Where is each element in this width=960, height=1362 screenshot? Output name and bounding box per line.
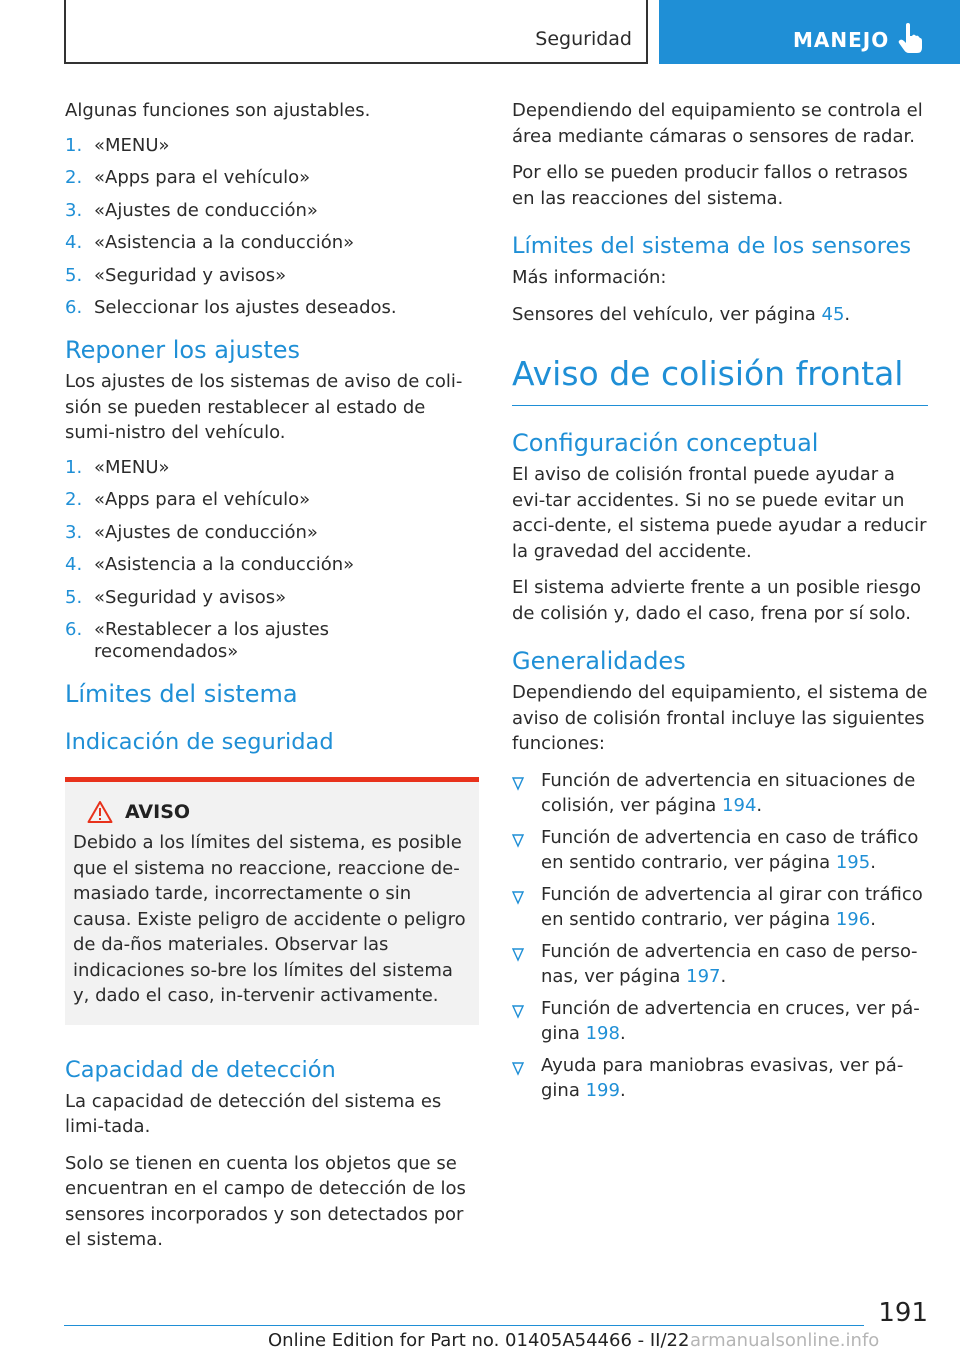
step-text: «Seguridad y avisos» [94, 586, 287, 608]
sensors-reference: Sensores del vehículo, ver página 45. [512, 303, 851, 325]
list-item [512, 882, 928, 933]
page-link-195[interactable]: 195 [835, 852, 871, 873]
list-item [65, 554, 479, 576]
list-item [65, 232, 479, 254]
steps-list-2 [65, 457, 479, 664]
main-section-title: Aviso de colisión frontal [512, 353, 928, 406]
page-link-194[interactable]: 194 [722, 795, 757, 816]
function-text: Función de advertencia en caso de tráfico en sentido contrario, ver página 195. [541, 826, 919, 873]
triangle-bullet-icon [512, 768, 541, 819]
triangle-bullet-icon [512, 825, 541, 876]
step-number: 4. [65, 232, 83, 253]
hand-pointer-icon [897, 22, 923, 54]
function-label: Función de advertencia en caso de tráfico en sentido contrario, ver página [541, 826, 919, 873]
limits-heading: Límites del sistema [65, 680, 298, 708]
step-number: 4. [65, 554, 83, 575]
step-text: «Ajustes de conducción» [94, 199, 318, 221]
function-text: Función de advertencia en situaciones de colisión, ver página 194. [541, 769, 916, 816]
step-number: 3. [65, 521, 83, 543]
header-chapter-tab[interactable] [659, 0, 960, 64]
step-text: Seleccionar los ajustes deseados. [94, 297, 397, 318]
warning-header [73, 800, 469, 824]
step-text: «Restablecer a los ajustes recomendados» [94, 619, 330, 662]
step-text: «Asistencia a la conducción» [94, 232, 355, 253]
list-item [65, 135, 479, 157]
warning-text: Debido a los límites del sistema, es posible que el sistema no reaccione, reaccione de‐masiado tarde, incorrectamente o sin causa. Existe peligro de accidente o peligro de da‐ños materiales. Observar las indicaciones so‐bre los límites del sistema y, dado el caso, in‐tervenir activamente. [73, 832, 466, 1006]
watermark: armanualsonline.info [690, 1330, 880, 1351]
step-number: 2. [65, 489, 83, 510]
faults-text: Por ello se pueden producir fallos o retrasos en las reacciones del sistema. [512, 162, 908, 209]
more-info-label: Más información: [512, 267, 667, 288]
page-link-196[interactable]: 196 [835, 909, 871, 930]
step-number: 1. [65, 456, 83, 478]
concept-text-1: El aviso de colisión frontal puede ayudar a evi‐tar accidentes. Si no se puede evitar un acci‐dente, el sistema puede ayudar a reducir la gravedad del accidente. [512, 464, 927, 562]
list-item [65, 619, 479, 663]
function-label: Función de advertencia en cruces, ver pá‐gina [541, 997, 920, 1044]
detection-text-2: Solo se tienen en cuenta los objetos que se encuentran en el campo de detección de los sensores incorporados y son detectados por el sistema. [65, 1152, 466, 1250]
list-item [512, 939, 928, 990]
page-number: 191 [878, 1298, 928, 1328]
general-heading: Generalidades [512, 647, 686, 675]
page-link-197[interactable]: 197 [686, 966, 721, 987]
step-text: «Seguridad y avisos» [94, 264, 287, 286]
list-item [65, 457, 479, 479]
header-section-box [64, 0, 648, 64]
step-number: 2. [65, 167, 83, 188]
step-number: 6. [65, 619, 83, 640]
function-label: Ayuda para maniobras evasivas, ver pá‐gina [541, 1054, 904, 1101]
page-link-45[interactable]: 45 [821, 303, 845, 325]
list-item [65, 489, 479, 511]
general-text: Dependiendo del equipamiento, el sistema de aviso de colisión frontal incluye las siguientes funciones: [512, 682, 928, 754]
page-link-198[interactable]: 198 [585, 1023, 620, 1044]
triangle-bullet-icon [512, 1053, 541, 1104]
intro-text: Algunas funciones son ajustables. [65, 100, 371, 121]
step-text: «MENU» [94, 134, 170, 156]
triangle-bullet-icon [512, 996, 541, 1047]
header-section-title: Seguridad [535, 28, 632, 50]
triangle-bullet-icon [512, 939, 541, 990]
list-item [65, 587, 479, 609]
step-text: «Ajustes de conducción» [94, 521, 318, 543]
safety-heading: Indicación de seguridad [65, 729, 334, 755]
triangle-bullet-icon [512, 882, 541, 933]
list-item [65, 522, 479, 544]
edition-text: Online Edition for Part no. 01405A54466 - II/22 [268, 1330, 690, 1351]
warning-title: AVISO [125, 801, 191, 823]
right-column [512, 98, 928, 1110]
step-number: 1. [65, 134, 83, 156]
functions-list [512, 768, 928, 1104]
step-number: 5. [65, 586, 83, 608]
steps-list-1 [65, 135, 479, 320]
equipment-text: Dependiendo del equipamiento se controla el área mediante cámaras o sensores de radar. [512, 100, 923, 147]
step-number: 6. [65, 297, 83, 318]
step-number: 3. [65, 199, 83, 221]
list-item [512, 825, 928, 876]
reference-text: Sensores del vehículo, ver página [512, 303, 822, 325]
concept-text-2: El sistema advierte frente a un posible riesgo de colisión y, dado el caso, frena por sí solo. [512, 577, 922, 624]
function-text: Ayuda para maniobras evasivas, ver pá‐gina 199. [541, 1054, 904, 1101]
step-text: «Asistencia a la conducción» [94, 554, 355, 575]
detection-heading: Capacidad de detección [65, 1056, 336, 1083]
page-link-199[interactable]: 199 [585, 1080, 620, 1101]
step-text: «Apps para el vehículo» [94, 167, 311, 188]
warning-box [65, 777, 479, 1025]
list-item [65, 265, 479, 287]
function-text: Función de advertencia en cruces, ver pá‐gina 198. [541, 997, 920, 1044]
warning-triangle-icon [87, 800, 113, 824]
left-column [65, 98, 479, 1264]
reset-heading: Reponer los ajustes [65, 336, 301, 364]
list-item [65, 200, 479, 222]
reset-text: Los ajustes de los sistemas de aviso de coli‐sión se pueden restablecer al estado de sumi‐nistro del vehículo. [65, 371, 463, 443]
function-label: Función de advertencia en caso de perso‐nas, ver página [541, 940, 918, 987]
function-text: Función de advertencia en caso de perso‐nas, ver página 197. [541, 940, 918, 987]
step-number: 5. [65, 264, 83, 286]
step-text: «Apps para el vehículo» [94, 489, 311, 510]
list-item [65, 167, 479, 189]
list-item [65, 297, 479, 319]
footer-divider [64, 1325, 864, 1326]
sensors-heading: Límites del sistema de los sensores [512, 233, 912, 259]
function-label: Función de advertencia en situaciones de colisión, ver página [541, 769, 916, 816]
detection-text-1: La capacidad de detección del sistema es limi‐tada. [65, 1090, 442, 1137]
list-item [512, 768, 928, 819]
header-chapter-label: MANEJO [793, 28, 890, 52]
function-label: Función de advertencia al girar con tráfico en sentido contrario, ver página [541, 883, 923, 930]
concept-heading: Configuración conceptual [512, 429, 819, 457]
function-text: Función de advertencia al girar con tráfico en sentido contrario, ver página 196. [541, 883, 923, 930]
list-item [512, 1053, 928, 1104]
list-item [512, 996, 928, 1047]
step-text: «MENU» [94, 456, 170, 478]
